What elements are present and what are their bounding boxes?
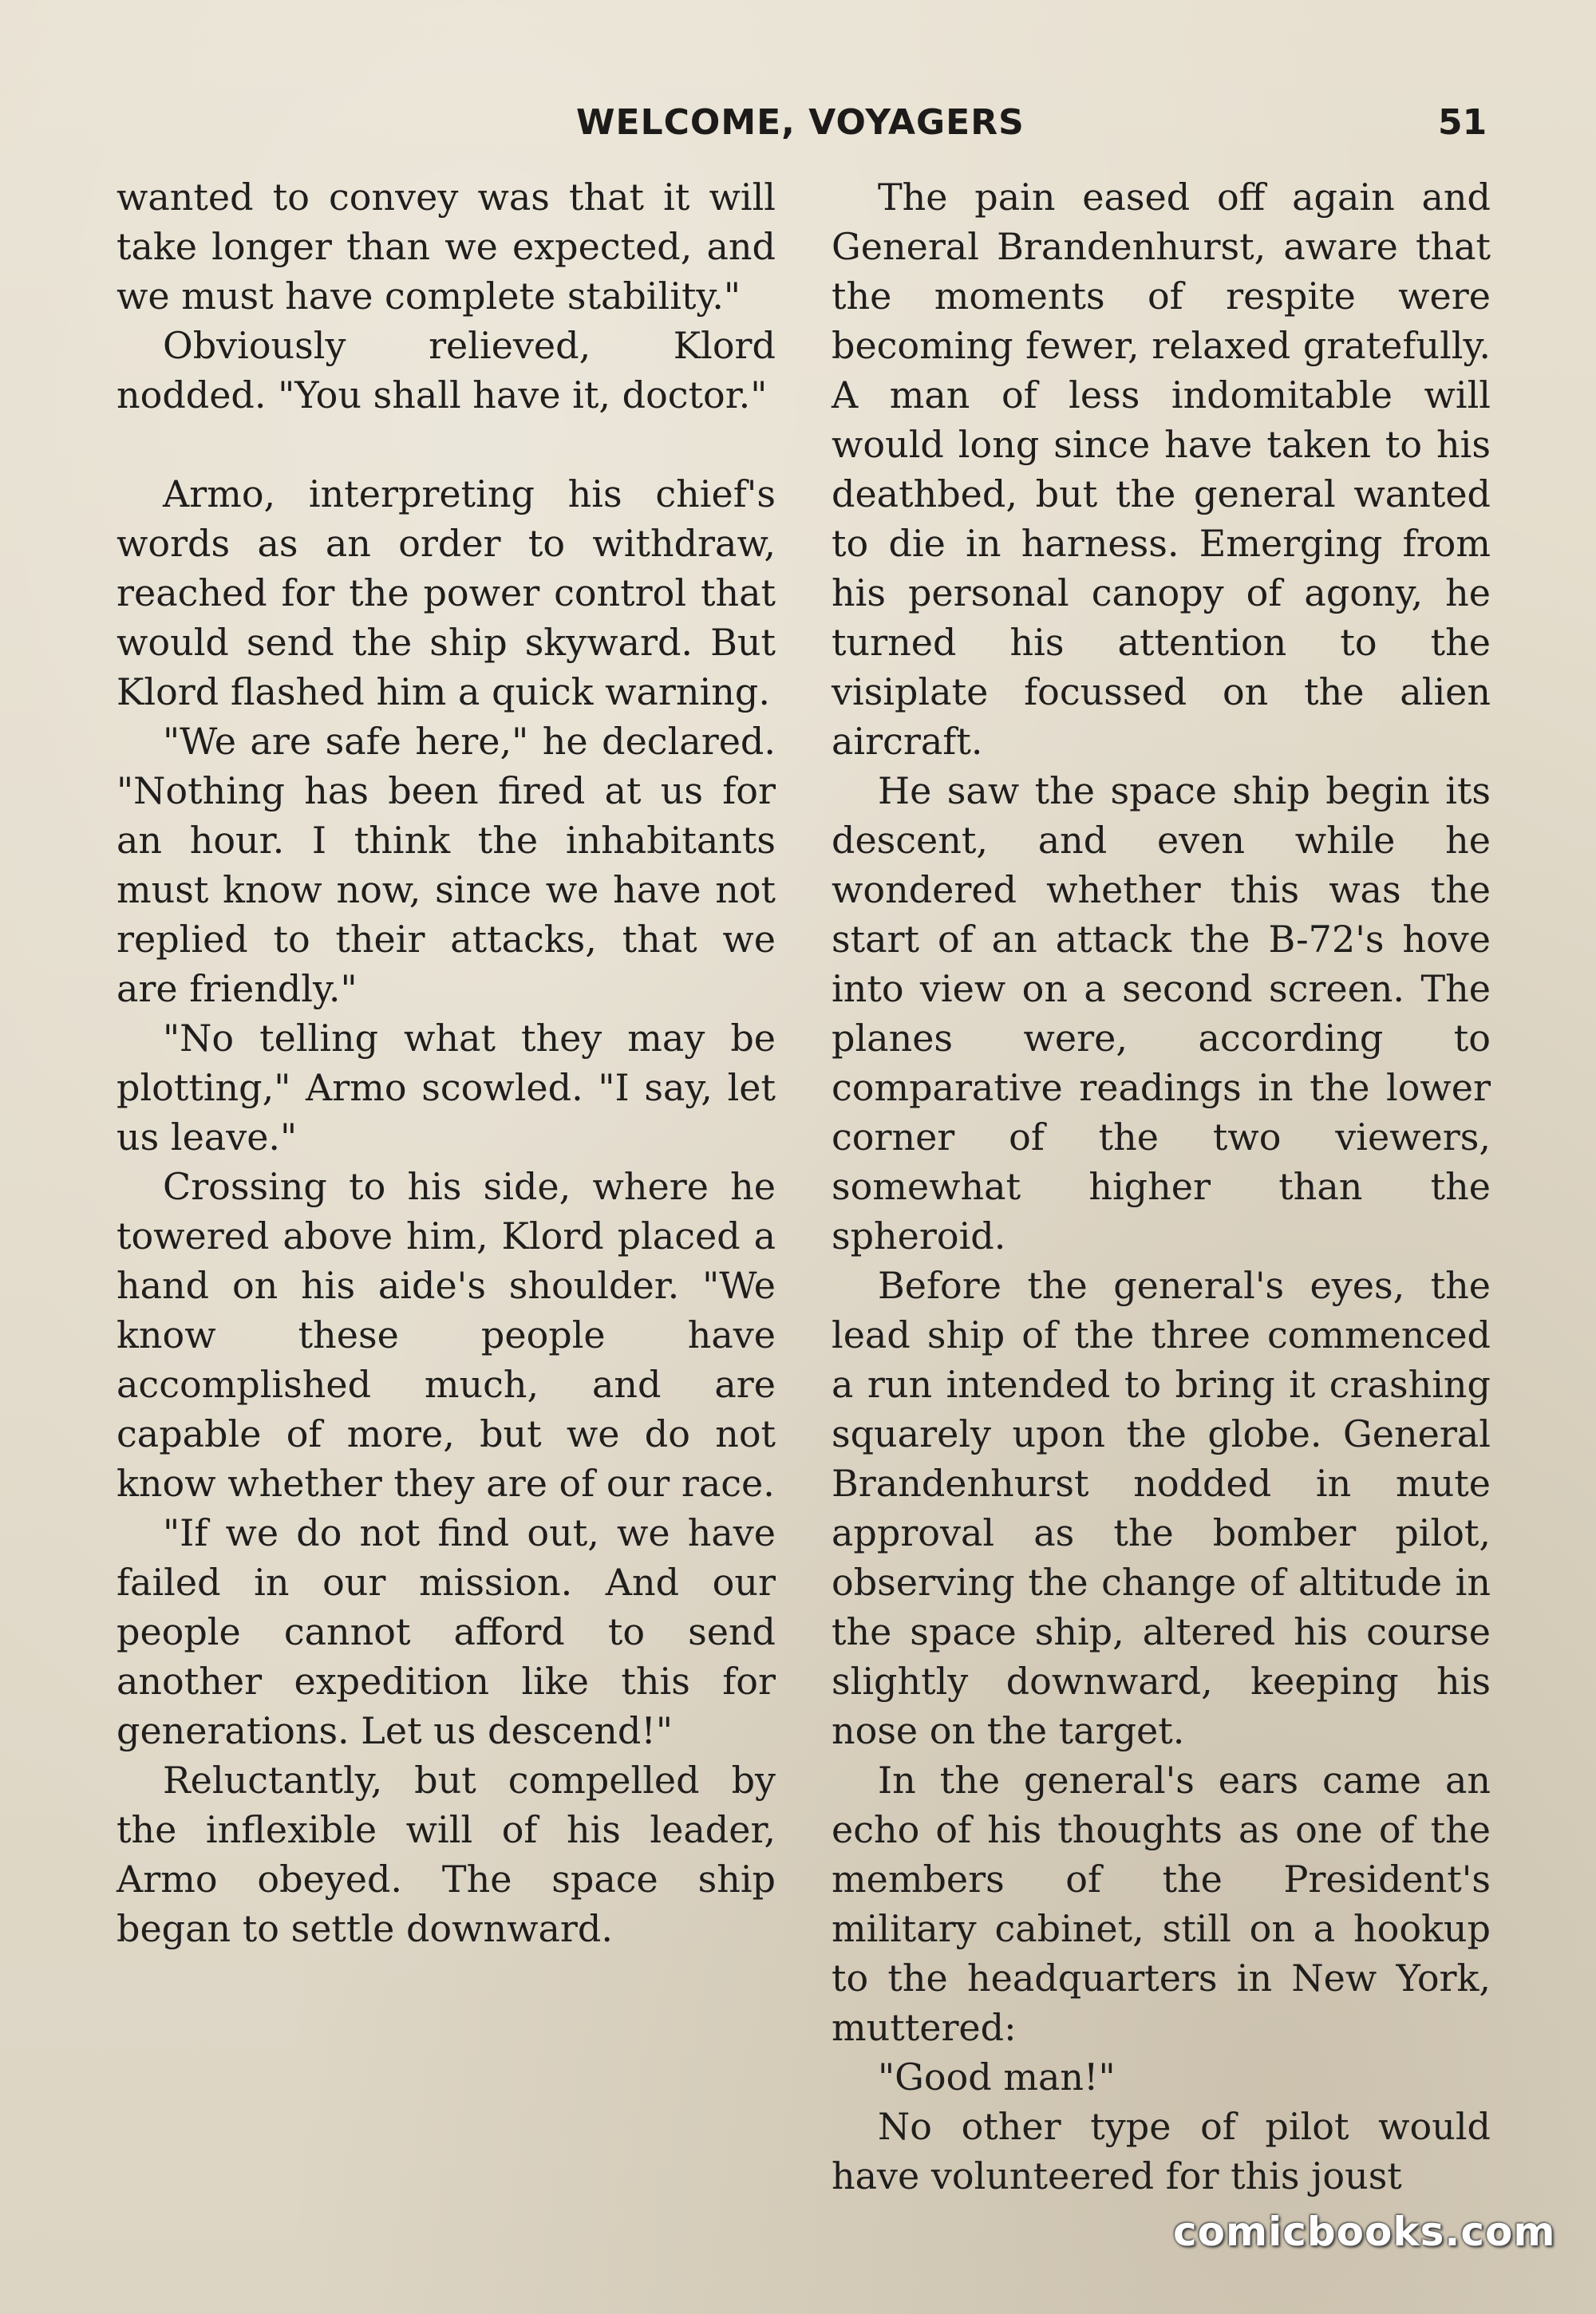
paragraph: Armo, interpreting his chief's words as an order to withdraw, reached for the power control that would send the ship skyward. But Klord flashed him a quick warning. [117,472,776,713]
running-title: WELCOME, VOYAGERS [576,102,1025,143]
paragraph: The pain eased off again and General Brandenhurst, aware that the moments of respite were becoming fewer, relaxed gratefully. A man of less indomitable will would long since have taken to his deathbed, but the general wanted to die in harness. Emerging from his personal canopy of agony, he turned his attention to the visiplate focussed on the alien aircraft. [832,176,1491,763]
paragraph: "Good man!" [878,2055,1116,2099]
page-number: 51 [1438,102,1487,143]
left-column [117,172,776,1953]
paragraph: "If we do not find out, we have failed in our mission. And our people cannot afford to send another expedition like this for generations. Let us descend!" [117,1511,776,1752]
paragraph: Crossing to his side, where he towered above him, Klord placed a hand on his aide's shoulder. "We know these people have accomplished much, and are capable of more, but we do not know whether they are of our race. [117,1165,776,1505]
paragraph: Obviously relieved, Klord nodded. "You shall have it, doctor." [117,324,776,417]
paragraph: No other type of pilot would have volunteered for this joust [832,2105,1491,2198]
site-watermark: comicbooks.com [1173,2209,1556,2255]
paragraph: wanted to convey was that it will take longer than we expected, and we must have complete stability." [117,176,776,318]
paragraph: "No telling what they may be plotting," Armo scowled. "I say, let us leave." [117,1017,776,1159]
paragraph: Before the general's eyes, the lead ship of the three commenced a run intended to bring it crashing squarely upon the globe. General Brandenhurst nodded in mute approval as the bomber pilot, observing the change of altitude in the space ship, altered his course slightly downward, keeping his nose on the target. [832,1264,1491,1752]
paragraph: In the general's ears came an echo of his thoughts as one of the members of the President's military cabinet, still on a hookup to the headquarters in New York, muttered: [832,1759,1491,2049]
right-column [832,172,1491,2201]
paragraph: He saw the space ship begin its descent, and even while he wondered whether this was the start of an attack the B-72's hove into view on a second screen. The planes were, according to comparative readings in the lower corner of the two viewers, somewhat higher than the spheroid. [832,769,1491,1258]
page-header [0,102,1596,158]
paragraph: Reluctantly, but compelled by the inflexible will of his leader, Armo obeyed. The space ship began to settle downward. [117,1759,776,1950]
paragraph: "We are safe here," he declared. "Nothing has been fired at us for an hour. I think the inhabitants must know now, since we have not replied to their attacks, that we are friendly." [117,720,776,1010]
